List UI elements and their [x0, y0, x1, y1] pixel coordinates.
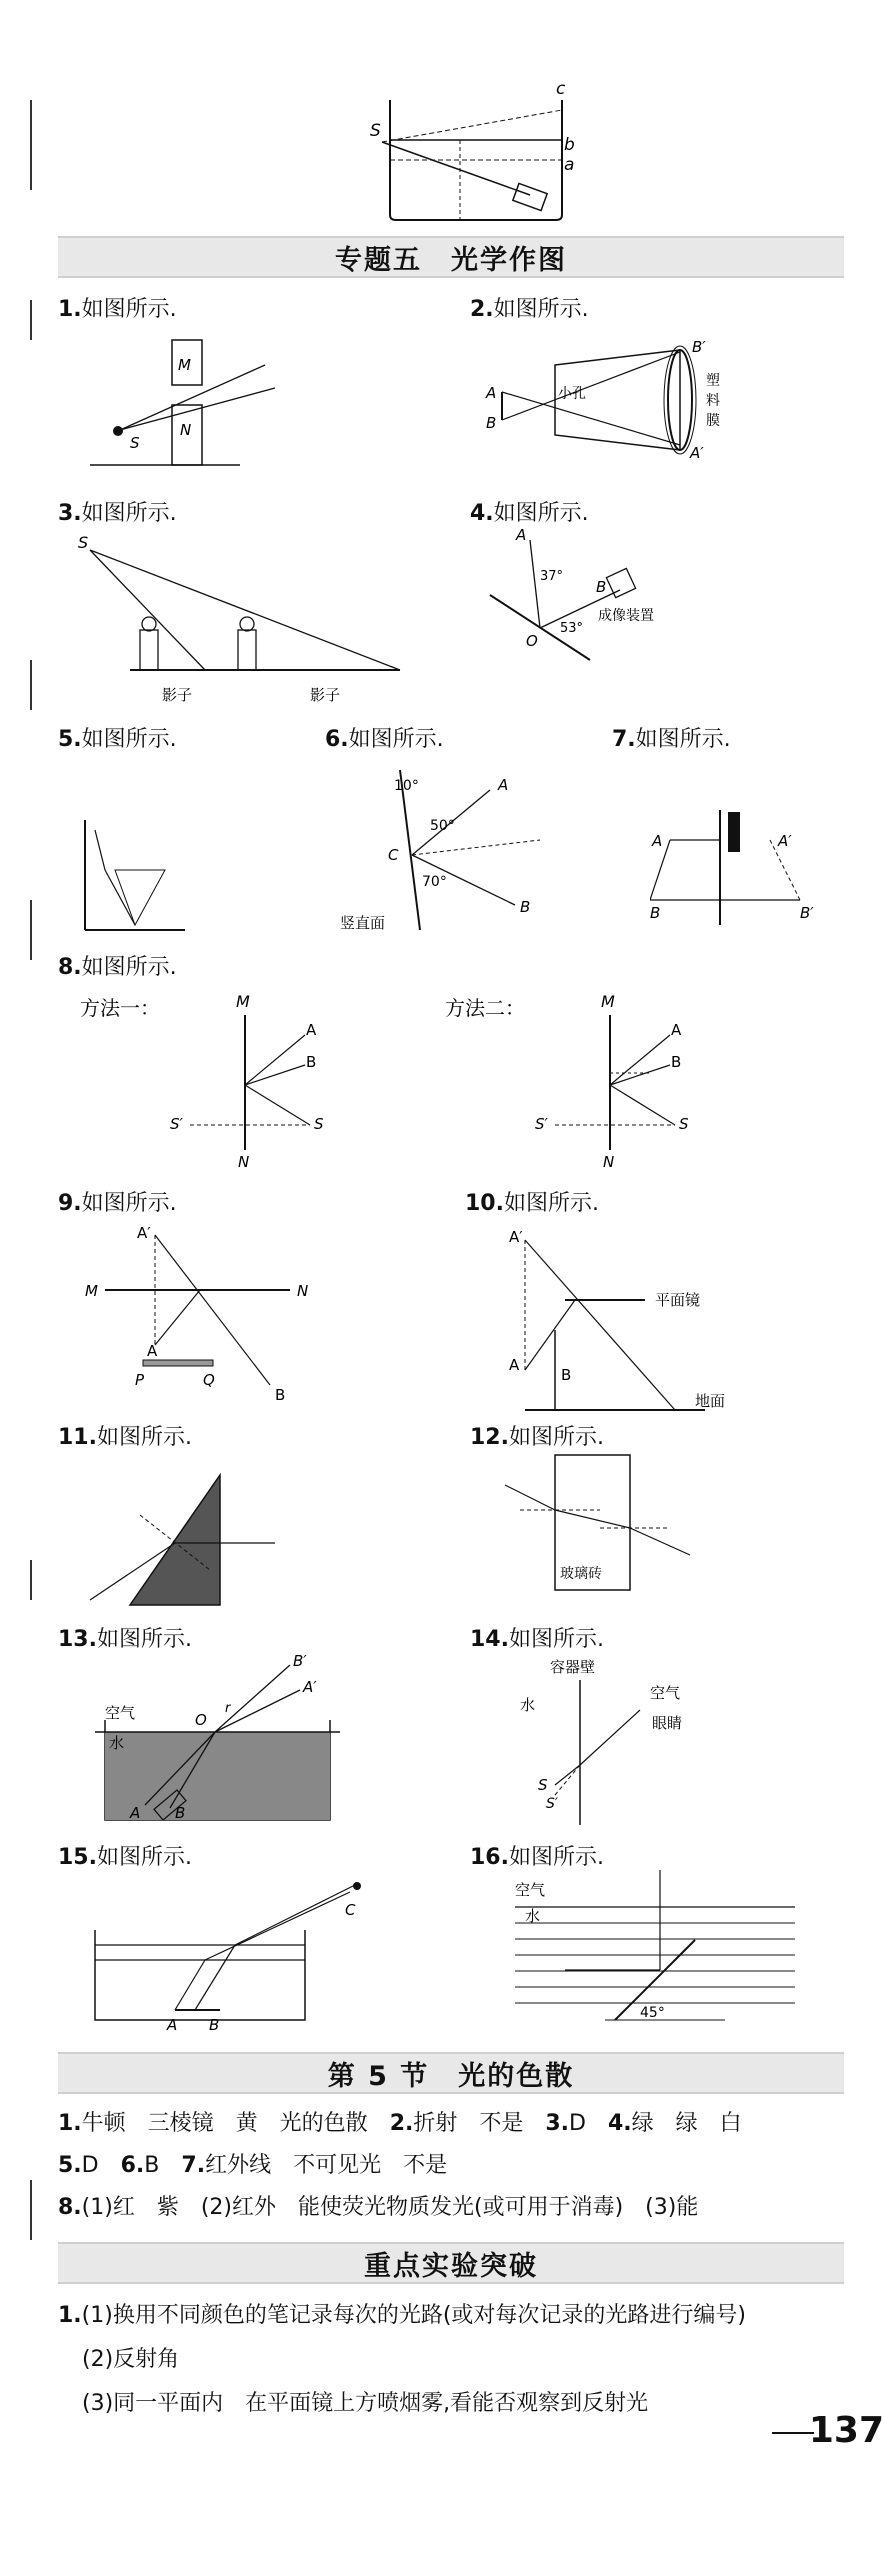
figure-q11 [75, 1455, 295, 1615]
question-15: 15.如图所示. [58, 1845, 192, 1870]
label-water: 水 [520, 1696, 536, 1714]
label-pinhole: 小孔 [558, 386, 586, 402]
eye-icon [113, 426, 123, 436]
label-B: B [671, 1053, 682, 1071]
label-angle-70: 70° [422, 874, 447, 890]
label-Aprime: A′ [778, 832, 792, 850]
label-Bprime: B′ [692, 338, 706, 356]
label-A: A [130, 1804, 141, 1822]
label-Sprime: S′ [535, 1115, 548, 1133]
label-glass-brick: 玻璃砖 [560, 1566, 602, 1582]
label-film: 料 [706, 393, 720, 409]
figure-q8-method1 [70, 985, 370, 1175]
figure-q9 [75, 1220, 335, 1410]
label-A: A [306, 1021, 317, 1039]
label-N: N [297, 1282, 309, 1300]
label-A: A [652, 832, 663, 850]
label-N: N [180, 421, 192, 439]
figure-q2 [480, 330, 740, 480]
question-9: 9.如图所示. [58, 1191, 177, 1216]
label-N: N [238, 1153, 250, 1171]
label-P: P [135, 1371, 145, 1389]
label-B: B [275, 1386, 286, 1404]
label-Q: Q [203, 1371, 215, 1389]
answer-line-2: 5.D 6.B 7.红外线 不可见光 不是 [58, 2153, 448, 2178]
label-container-wall: 容器壁 [550, 1658, 596, 1676]
margin-mark [30, 900, 32, 960]
margin-mark [30, 300, 32, 340]
label-O: O [526, 632, 538, 650]
label-Aprime: A′ [690, 444, 704, 462]
question-2: 2.如图所示. [470, 297, 589, 322]
experiment-answer-2: (2)反射角 [82, 2347, 180, 2372]
label-ground: 地面 [695, 1392, 726, 1410]
figure-container-refraction [360, 80, 580, 230]
question-11: 11.如图所示. [58, 1425, 192, 1450]
label-S: S [538, 1776, 548, 1794]
margin-mark [30, 2180, 32, 2240]
label-Bprime: B′ [293, 1652, 307, 1670]
label-air: 空气 [650, 1684, 681, 1702]
label-B: B [596, 578, 607, 596]
label-water: 水 [525, 1907, 541, 1925]
label-B: B [520, 898, 531, 916]
label-r: r [225, 1701, 231, 1716]
label-plane-mirror: 平面镜 [655, 1291, 701, 1309]
figure-q3 [70, 530, 410, 710]
question-5: 5.如图所示. [58, 727, 177, 752]
question-14: 14.如图所示. [470, 1627, 604, 1652]
question-4: 4.如图所示. [470, 501, 589, 526]
label-shadow: 影子 [162, 686, 193, 704]
label-N: N [603, 1153, 615, 1171]
label-A: A [167, 2016, 178, 2034]
label-angle-10: 10° [394, 778, 419, 794]
label-M: M [85, 1282, 98, 1300]
label-method-2: 方法二： [445, 996, 525, 1020]
label-B: B [561, 1366, 572, 1384]
label-imaging-device: 成像装置 [598, 608, 654, 624]
figure-q14 [510, 1650, 750, 1825]
margin-mark [30, 100, 32, 190]
label-M: M [178, 356, 191, 374]
label-angle-37: 37° [540, 569, 564, 584]
label-A: A [509, 1356, 520, 1374]
figure-q13 [75, 1650, 355, 1830]
label-O: O [195, 1711, 207, 1729]
label-angle-50: 50° [430, 818, 455, 834]
label-A: A [147, 1342, 158, 1360]
label-air: 空气 [515, 1881, 546, 1899]
label-a: a [564, 155, 575, 175]
section-title-experiments: 重点实验突破 [58, 2242, 844, 2284]
label-angle-45: 45° [640, 2005, 665, 2021]
label-Sprime: S′ [546, 1796, 559, 1812]
label-Sprime: S′ [170, 1115, 183, 1133]
label-S: S [679, 1115, 689, 1133]
label-M: M [236, 992, 250, 1011]
question-7: 7.如图所示. [612, 727, 731, 752]
question-16: 16.如图所示. [470, 1845, 604, 1870]
label-Aprime: A′ [509, 1228, 523, 1246]
label-S: S [314, 1115, 324, 1133]
label-film: 塑 [706, 373, 720, 389]
label-vertical-surface: 竖直面 [340, 914, 386, 932]
label-eye: 眼睛 [652, 1714, 683, 1732]
label-Aprime: A′ [137, 1224, 151, 1242]
page-number-dash [772, 2432, 814, 2434]
label-B: B [650, 904, 661, 922]
label-S: S [130, 434, 140, 452]
label-M: M [601, 992, 615, 1011]
label-S: S [370, 121, 381, 141]
label-B: B [175, 1804, 186, 1822]
label-A: A [671, 1021, 682, 1039]
margin-mark [30, 660, 32, 710]
label-A: A [498, 776, 509, 794]
label-C: C [345, 1901, 356, 1919]
page-number: 137 [808, 2410, 884, 2451]
label-S: S [78, 533, 89, 552]
label-c: c [556, 80, 566, 99]
label-B: B [486, 414, 497, 432]
label-C: C [388, 846, 399, 864]
label-method-1: 方法一： [80, 996, 160, 1020]
question-1: 1.如图所示. [58, 297, 177, 322]
label-A: A [486, 384, 497, 402]
label-A: A [516, 526, 527, 544]
section-title-topic5: 专题五 光学作图 [58, 236, 844, 278]
figure-q10 [505, 1220, 765, 1420]
label-air: 空气 [105, 1704, 136, 1722]
question-6: 6.如图所示. [325, 727, 444, 752]
figure-q1 [80, 330, 300, 480]
figure-q16 [505, 1865, 805, 2040]
label-shadow: 影子 [310, 686, 341, 704]
section-title-dispersion: 第 5 节 光的色散 [58, 2052, 844, 2094]
question-10: 10.如图所示. [465, 1191, 599, 1216]
figure-q12 [500, 1450, 720, 1600]
figure-q8-method2 [435, 985, 735, 1175]
figure-q5 [75, 800, 205, 940]
question-13: 13.如图所示. [58, 1627, 192, 1652]
question-3: 3.如图所示. [58, 501, 177, 526]
label-water: 水 [109, 1734, 125, 1752]
label-b: b [564, 135, 575, 155]
eye-icon [353, 1882, 361, 1890]
question-8: 8.如图所示. [58, 955, 177, 980]
label-film: 膜 [706, 413, 720, 429]
experiment-answer-1: 1.(1)换用不同颜色的笔记录每次的光路(或对每次记录的光路进行编号) [58, 2303, 747, 2328]
figure-q15 [75, 1870, 395, 2035]
label-Aprime: A′ [303, 1678, 317, 1696]
figure-q4 [480, 520, 720, 670]
label-B: B [209, 2016, 220, 2034]
figure-q7 [650, 800, 830, 930]
figure-q6 [330, 760, 570, 935]
label-B: B [306, 1053, 317, 1071]
margin-mark [30, 1560, 32, 1600]
label-angle-53: 53° [560, 621, 584, 636]
answer-line-3: 8.(1)红 紫 (2)红外 能使荧光物质发光(或可用于消毒) (3)能 [58, 2195, 699, 2220]
question-12: 12.如图所示. [470, 1425, 604, 1450]
answer-line-1: 1.牛顿 三棱镜 黄 光的色散 2.折射 不是 3.D 4.绿 绿 白 [58, 2111, 742, 2136]
label-Bprime: B′ [800, 904, 814, 922]
experiment-answer-3: (3)同一平面内 在平面镜上方喷烟雾,看能否观察到反射光 [82, 2391, 649, 2416]
